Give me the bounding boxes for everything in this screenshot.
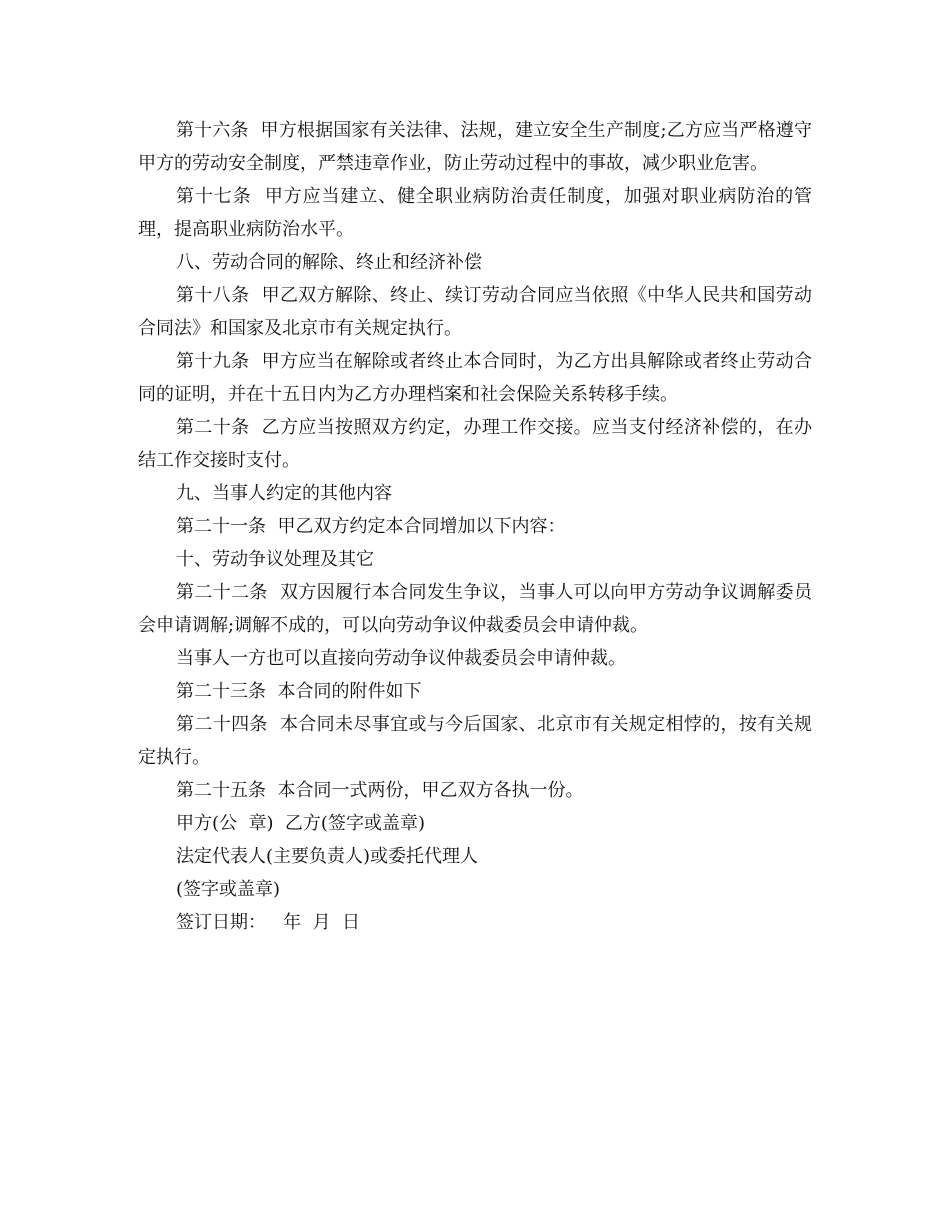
section-heading-9: 九、当事人约定的其他内容 — [176, 483, 392, 504]
article-23: 第二十三条 本合同的附件如下 — [176, 681, 422, 702]
article-22: 第二十二条 双方因履行本合同发生争议，当事人可以向甲方劳动争议调解委员会申请调解;调解不成的，可以向劳动争议仲裁委员会申请仲裁。 — [138, 582, 812, 636]
article-16: 第十六条 甲方根据国家有关法律、法规，建立安全生产制度;乙方应当严格遵守甲方的劳动安全制度，严禁违章作业，防止劳动过程中的事故，减少职业危害。 — [138, 120, 812, 174]
article-18: 第十八条 甲乙双方解除、终止、续订劳动合同应当依照《中华人民共和国劳动合同法》和国家及北京市有关规定执行。 — [138, 285, 812, 339]
article-19: 第十九条 甲方应当在解除或者终止本合同时，为乙方出具解除或者终止劳动合同的证明，并在十五日内为乙方办理档案和社会保险关系转移手续。 — [138, 351, 812, 405]
article-24: 第二十四条 本合同未尽事宜或与今后国家、北京市有关规定相悖的，按有关规定执行。 — [138, 714, 812, 768]
article-22-continued: 当事人一方也可以直接向劳动争议仲裁委员会申请仲裁。 — [176, 648, 626, 669]
signature-note: (签字或盖章) — [176, 879, 281, 900]
signature-parties: 甲方(公 章) 乙方(签字或盖章) — [176, 813, 425, 834]
signature-representative: 法定代表人(主要负责人)或委托代理人 — [176, 846, 479, 867]
section-heading-8: 八、劳动合同的解除、终止和经济补偿 — [176, 252, 482, 273]
signing-date: 签订日期： 年 月 日 — [176, 912, 361, 933]
article-21: 第二十一条 甲乙双方约定本合同增加以下内容： — [176, 516, 566, 537]
section-heading-10: 十、劳动争议处理及其它 — [176, 549, 374, 570]
article-17: 第十七条 甲方应当建立、健全职业病防治责任制度，加强对职业病防治的管理，提高职业病防治水平。 — [138, 186, 812, 240]
document-body — [138, 114, 812, 939]
article-25: 第二十五条 本合同一式两份，甲乙双方各执一份。 — [176, 780, 584, 801]
article-20: 第二十条 乙方应当按照双方约定，办理工作交接。应当支付经济补偿的，在办结工作交接时支付。 — [138, 417, 812, 471]
